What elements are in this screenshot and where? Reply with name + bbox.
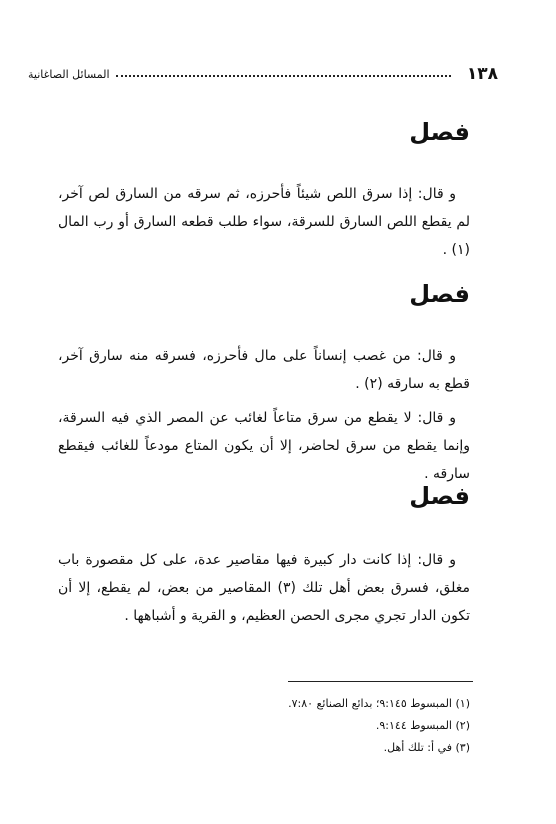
paragraph-1: و قال: إذا سرق اللص شيئاً فأحرزه، ثم سرقه من السارق لص آخر، لم يقطع اللص السارق للسرقة، سواء طلب قطعه السارق أو رب المال (١) . — [58, 186, 470, 258]
header-dot-leader — [116, 75, 451, 77]
paragraph-3: و قال: لا يقطع من سرق متاعاً لغائب عن المصر الذي فيه السرقة، وإنما يقطع من سرق لحاضر، إلا أن يكون المتاع مودعاً للغائب فيقطع سارقه . — [58, 410, 470, 482]
footnote-separator — [288, 681, 473, 682]
page-header — [28, 62, 498, 86]
section-heading-3: فصل — [409, 482, 470, 510]
footnote-1: (١) المبسوط ٩:١٤٥؛ بدائع الصنائع ٧:٨٠. — [288, 697, 470, 710]
page-number: ١٣٨ — [466, 64, 498, 84]
section-heading-2: فصل — [409, 280, 470, 308]
paragraph-2: و قال: من غصب إنساناً على مال فأحرزه، فسرقه منه سارق آخر، قطع به سارقه (٢) . — [58, 348, 470, 392]
section-heading-1: فصل — [409, 118, 470, 146]
footnote-2: (٢) المبسوط ٩:١٤٤. — [375, 719, 470, 732]
paragraph-4: و قال: إذا كانت دار كبيرة فيها مقاصير عدة، على كل مقصورة باب مغلق، فسرق بعض أهل تلك (٣) المقاصير من بعض، لم يقطع، إلا أن تكون الدار تجري مجرى الحصن العظيم، و القرية و أشباهها . — [58, 552, 470, 624]
running-title: المسائل الصاغانية — [28, 67, 110, 81]
footnotes — [200, 693, 470, 759]
footnote-3: (٣) في أ: تلك أهل. — [383, 741, 470, 754]
